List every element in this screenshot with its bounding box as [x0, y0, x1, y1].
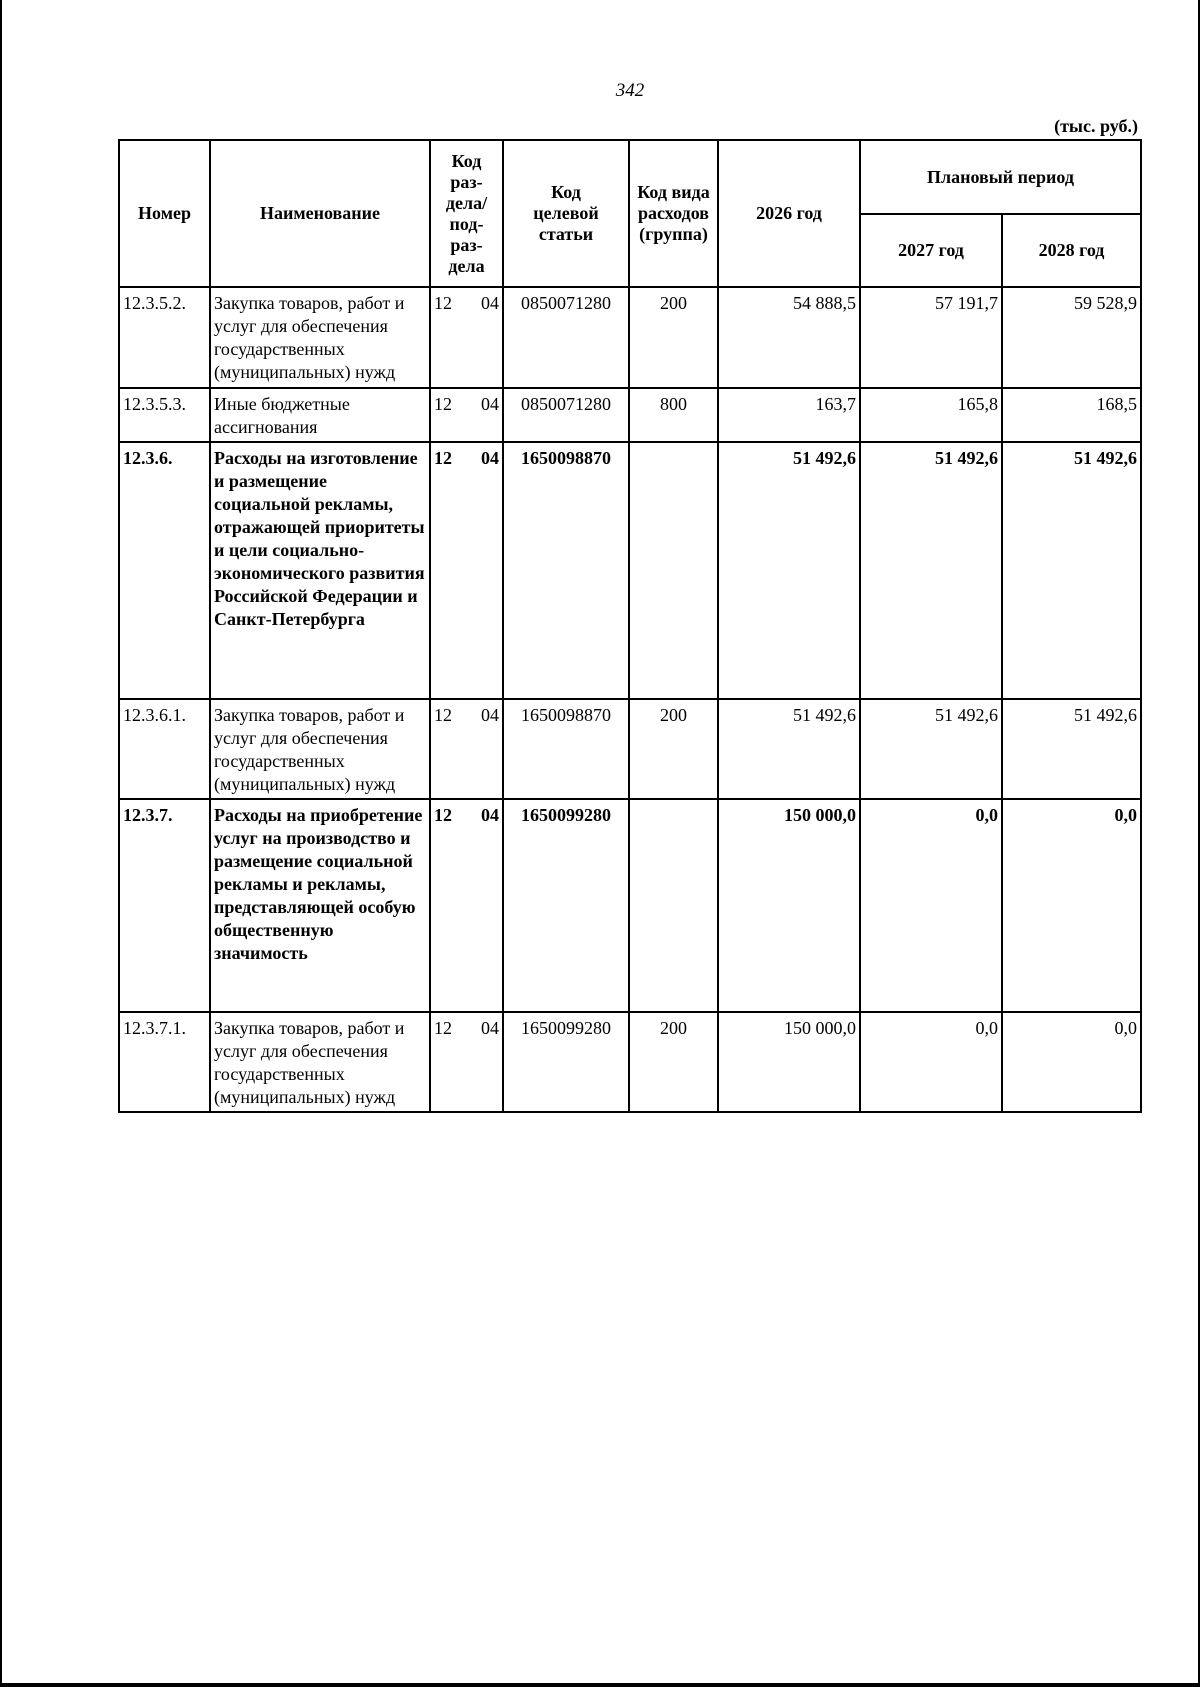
row-amount-2026: 51 492,6	[718, 442, 860, 699]
row-amount-2026: 150 000,0	[718, 1012, 860, 1112]
row-target-code: 0850071280	[503, 287, 629, 388]
header-planned-period: Плановый период	[860, 140, 1141, 214]
row-amount-2028: 51 492,6	[1002, 442, 1141, 699]
table-row	[119, 799, 1141, 1012]
row-target-code: 1650098870	[503, 442, 629, 699]
table-header	[119, 140, 1141, 287]
row-section	[430, 699, 503, 799]
header-expense-kind: Код вида расходов (группа)	[629, 140, 718, 287]
row-target-code: 1650099280	[503, 1012, 629, 1112]
row-subsection: 04	[481, 448, 499, 468]
row-number: 12.3.6.1.	[119, 699, 210, 799]
row-subsection: 04	[481, 1018, 499, 1038]
row-section	[430, 1012, 503, 1112]
row-number: 12.3.6.	[119, 442, 210, 699]
row-section	[430, 388, 503, 442]
table-row	[119, 287, 1141, 388]
row-subsection: 04	[481, 705, 499, 725]
row-number: 12.3.7.	[119, 799, 210, 1012]
table-row	[119, 699, 1141, 799]
row-amount-2027: 165,8	[860, 388, 1002, 442]
row-amount-2028: 59 528,9	[1002, 287, 1141, 388]
row-section-code: 12	[434, 448, 452, 468]
header-year-2027: 2027 год	[860, 214, 1002, 287]
row-target-code: 1650099280	[503, 799, 629, 1012]
row-name: Закупка товаров, работ и услуг для обеспечения государственных (муниципальных) нужд	[210, 1012, 430, 1112]
header-section: Код раз- дела/ под- раз- дела	[430, 140, 503, 287]
scan-border-bottom	[0, 1683, 1200, 1687]
row-number: 12.3.5.2.	[119, 287, 210, 388]
row-amount-2027: 57 191,7	[860, 287, 1002, 388]
units-label: (тыс. руб.)	[1054, 116, 1138, 136]
row-section-code: 12	[434, 805, 452, 825]
row-name: Закупка товаров, работ и услуг для обеспечения государственных (муниципальных) нужд	[210, 287, 430, 388]
row-expense-kind: 200	[629, 287, 718, 388]
row-section-code: 12	[434, 394, 452, 414]
row-section-code: 12	[434, 293, 452, 313]
row-amount-2027: 51 492,6	[860, 699, 1002, 799]
row-amount-2026: 51 492,6	[718, 699, 860, 799]
page-number: 342	[615, 80, 645, 101]
row-amount-2027: 51 492,6	[860, 442, 1002, 699]
row-number: 12.3.5.3.	[119, 388, 210, 442]
row-subsection: 04	[481, 293, 499, 313]
row-target-code: 0850071280	[503, 388, 629, 442]
row-section	[430, 287, 503, 388]
row-expense-kind: 200	[629, 699, 718, 799]
header-target-code: Код целевой статьи	[503, 140, 629, 287]
header-name: Наименование	[210, 140, 430, 287]
row-name: Иные бюджетные ассигнования	[210, 388, 430, 442]
row-name: Расходы на изготовление и размещение социальной рекламы, отражающей приоритеты и цели социально-экономического развития Российской Федерации и Санкт-Петербурга	[210, 442, 430, 699]
row-amount-2026: 163,7	[718, 388, 860, 442]
row-name: Закупка товаров, работ и услуг для обеспечения государственных (муниципальных) нужд	[210, 699, 430, 799]
row-section	[430, 442, 503, 699]
row-section-code: 12	[434, 1018, 452, 1038]
row-subsection: 04	[481, 805, 499, 825]
row-amount-2027: 0,0	[860, 799, 1002, 1012]
row-amount-2028: 168,5	[1002, 388, 1141, 442]
row-amount-2026: 150 000,0	[718, 799, 860, 1012]
table-body	[119, 287, 1141, 1112]
row-section	[430, 799, 503, 1012]
row-target-code: 1650098870	[503, 699, 629, 799]
row-expense-kind: 200	[629, 1012, 718, 1112]
row-expense-kind	[629, 799, 718, 1012]
row-number: 12.3.7.1.	[119, 1012, 210, 1112]
row-amount-2026: 54 888,5	[718, 287, 860, 388]
row-amount-2028: 0,0	[1002, 799, 1141, 1012]
row-section-code: 12	[434, 705, 452, 725]
row-expense-kind: 800	[629, 388, 718, 442]
table-row	[119, 1012, 1141, 1112]
row-amount-2028: 51 492,6	[1002, 699, 1141, 799]
row-name: Расходы на приобретение услуг на производство и размещение социальной рекламы и рекламы, представляющей особую общественную значимость	[210, 799, 430, 1012]
row-amount-2027: 0,0	[860, 1012, 1002, 1112]
row-subsection: 04	[481, 394, 499, 414]
row-amount-2028: 0,0	[1002, 1012, 1141, 1112]
header-year-2028: 2028 год	[1002, 214, 1141, 287]
table-row	[119, 442, 1141, 699]
table-row	[119, 388, 1141, 442]
budget-table	[118, 139, 1142, 1113]
header-year-2026: 2026 год	[718, 140, 860, 287]
header-number: Номер	[119, 140, 210, 287]
scan-border-left	[0, 0, 2, 1687]
row-expense-kind	[629, 442, 718, 699]
